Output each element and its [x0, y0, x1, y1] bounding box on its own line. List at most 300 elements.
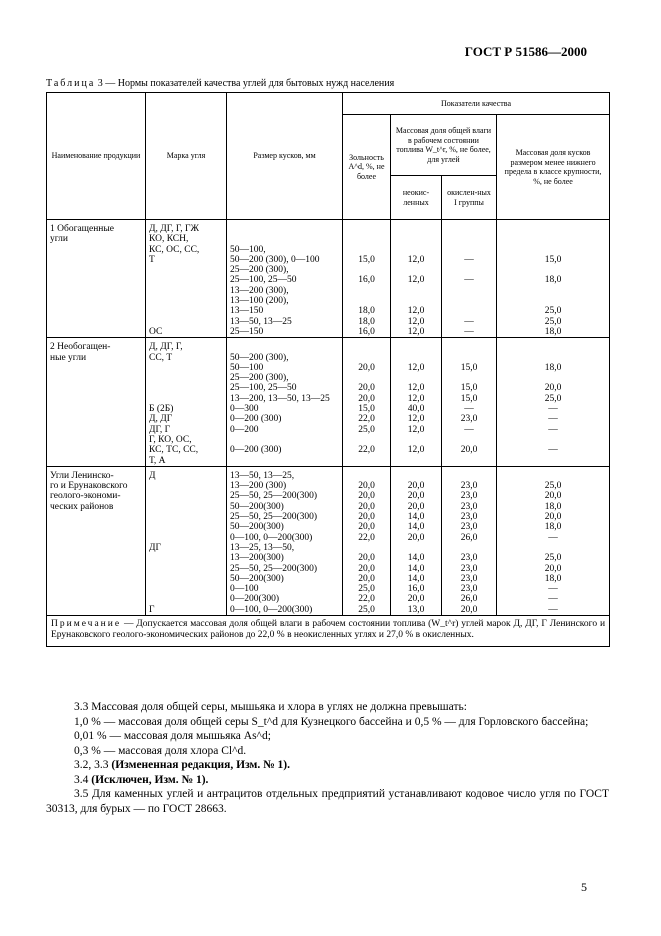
ash-cell: 15,0: [343, 255, 391, 265]
moisture-nonoxidized-cell: [391, 353, 442, 363]
grade-cell: ДГ, Г: [146, 425, 227, 435]
fines-cell: [497, 342, 610, 352]
fines-cell: 25,0: [497, 394, 610, 404]
paragraph-sulfur: 1,0 % — массовая доля общей серы S_t^d для Кузнецкого бассейна и 0,5 % — для Горловского бассейна;: [74, 715, 589, 728]
ash-cell: [343, 245, 391, 255]
table-row: [47, 543, 610, 553]
product-cell: [47, 296, 146, 306]
moisture-nonoxidized-cell: [391, 224, 442, 234]
table-row: [47, 502, 610, 512]
header-nonoxidized: неокис-ленных: [391, 176, 442, 220]
moisture-oxidized-cell: [442, 265, 497, 275]
size-cell: 0—200(300): [227, 594, 343, 604]
fines-cell: —: [497, 533, 610, 543]
fines-cell: —: [497, 445, 610, 455]
size-cell: 13—200, 13—50, 13—25: [227, 394, 343, 404]
moisture-nonoxidized-cell: 12,0: [391, 425, 442, 435]
paragraph-amendment-3-4: [46, 773, 609, 788]
size-cell: 13—200 (300): [227, 481, 343, 491]
ash-cell: [343, 265, 391, 275]
grade-cell: [146, 584, 227, 594]
ash-cell: [343, 296, 391, 306]
ash-cell: 20,0: [343, 522, 391, 532]
size-cell: [227, 456, 343, 467]
fines-cell: [497, 471, 610, 481]
size-cell: 0—300: [227, 404, 343, 414]
product-cell: 2 Необогащен-: [47, 342, 146, 352]
table-row: [47, 425, 610, 435]
ash-cell: 25,0: [343, 425, 391, 435]
size-cell: 0—200 (300): [227, 414, 343, 424]
grade-cell: [146, 275, 227, 285]
product-cell: [47, 564, 146, 574]
size-cell: 25—200 (300),: [227, 265, 343, 275]
table-row: [47, 471, 610, 481]
product-cell: [47, 594, 146, 604]
ash-cell: 20,0: [343, 553, 391, 563]
grade-cell: [146, 481, 227, 491]
moisture-nonoxidized-cell: 20,0: [391, 533, 442, 543]
size-cell: 0—100: [227, 584, 343, 594]
moisture-nonoxidized-cell: [391, 456, 442, 467]
table-row: [47, 605, 610, 616]
moisture-oxidized-cell: [442, 224, 497, 234]
size-cell: 50—200(300): [227, 502, 343, 512]
moisture-oxidized-cell: 23,0: [442, 522, 497, 532]
ash-cell: [343, 234, 391, 244]
moisture-oxidized-cell: 23,0: [442, 574, 497, 584]
moisture-oxidized-cell: [442, 471, 497, 481]
product-cell: [47, 435, 146, 445]
product-cell: [47, 255, 146, 265]
ash-cell: 18,0: [343, 317, 391, 327]
product-cell: [47, 553, 146, 563]
moisture-oxidized-cell: 15,0: [442, 363, 497, 373]
moisture-oxidized-cell: [442, 543, 497, 553]
size-cell: 25—50, 25—200(300): [227, 512, 343, 522]
moisture-oxidized-cell: [442, 234, 497, 244]
fines-cell: 20,0: [497, 564, 610, 574]
fines-cell: 25,0: [497, 306, 610, 316]
header-size: Размер кусков, мм: [227, 93, 343, 220]
fines-cell: [497, 373, 610, 383]
product-cell: [47, 306, 146, 316]
product-cell: 1 Обогащенные: [47, 224, 146, 234]
table-row: [47, 522, 610, 532]
moisture-nonoxidized-cell: 16,0: [391, 584, 442, 594]
size-cell: 25—200 (300),: [227, 373, 343, 383]
size-cell: 50—100,: [227, 245, 343, 255]
table-row: [47, 594, 610, 604]
table-row: [47, 533, 610, 543]
table-group: [47, 466, 610, 615]
moisture-nonoxidized-cell: 12,0: [391, 414, 442, 424]
moisture-oxidized-cell: 15,0: [442, 394, 497, 404]
ash-cell: 22,0: [343, 533, 391, 543]
header-grade: Марка угля: [146, 93, 227, 220]
table-row: [47, 224, 610, 234]
product-cell: [47, 286, 146, 296]
product-cell: [47, 317, 146, 327]
ash-cell: [343, 373, 391, 383]
moisture-nonoxidized-cell: 12,0: [391, 317, 442, 327]
size-cell: 50—200(300): [227, 574, 343, 584]
ash-cell: 16,0: [343, 275, 391, 285]
moisture-oxidized-cell: 26,0: [442, 594, 497, 604]
table-row: [47, 363, 610, 373]
moisture-oxidized-cell: —: [442, 327, 497, 338]
header-moisture: Массовая доля общей влаги в рабочем состоянии топлива W_t^r, %, не более, для углей: [391, 115, 497, 176]
ash-cell: [343, 286, 391, 296]
ash-cell: 20,0: [343, 502, 391, 512]
table-row: [47, 394, 610, 404]
moisture-oxidized-cell: —: [442, 425, 497, 435]
grade-cell: Б (2Б): [146, 404, 227, 414]
ash-cell: 25,0: [343, 605, 391, 616]
table-row: [47, 584, 610, 594]
moisture-oxidized-cell: —: [442, 404, 497, 414]
product-cell: ческих районов: [47, 502, 146, 512]
moisture-oxidized-cell: [442, 296, 497, 306]
table-row: [47, 481, 610, 491]
ash-cell: 20,0: [343, 564, 391, 574]
fines-cell: [497, 286, 610, 296]
ash-cell: [343, 456, 391, 467]
table-row: [47, 574, 610, 584]
table-note: [47, 615, 610, 646]
fines-cell: [497, 296, 610, 306]
fines-cell: —: [497, 425, 610, 435]
product-cell: [47, 445, 146, 455]
moisture-nonoxidized-cell: [391, 435, 442, 445]
grade-cell: [146, 533, 227, 543]
size-cell: 13—25, 13—50,: [227, 543, 343, 553]
moisture-oxidized-cell: 26,0: [442, 533, 497, 543]
size-cell: [227, 234, 343, 244]
excluded-text: (Исключен, Изм. № 1).: [91, 773, 209, 786]
paragraph-3-5: 3.5 Для каменных углей и антрацитов отдельных предприятий устанавливают кодовое число угля по ГОСТ 30313, для бурых — по ГОСТ 28663.: [46, 788, 609, 815]
moisture-oxidized-cell: [442, 353, 497, 363]
moisture-oxidized-cell: [442, 435, 497, 445]
paragraph-chlorine: 0,3 % — массовая доля хлора Cl^d.: [74, 744, 247, 757]
ash-cell: [343, 471, 391, 481]
fines-cell: 15,0: [497, 255, 610, 265]
size-cell: 25—150: [227, 327, 343, 338]
ash-cell: 15,0: [343, 404, 391, 414]
grade-cell: [146, 373, 227, 383]
moisture-nonoxidized-cell: 20,0: [391, 502, 442, 512]
grade-cell: Д, ДГ, Г,: [146, 342, 227, 352]
size-cell: 0—200: [227, 425, 343, 435]
product-cell: Угли Ленинско-: [47, 471, 146, 481]
fines-cell: —: [497, 594, 610, 604]
table-row: [47, 353, 610, 363]
moisture-nonoxidized-cell: 12,0: [391, 275, 442, 285]
grade-cell: [146, 502, 227, 512]
fines-cell: [497, 224, 610, 234]
moisture-nonoxidized-cell: 14,0: [391, 574, 442, 584]
table-row: [47, 373, 610, 383]
table-row: [47, 296, 610, 306]
fines-cell: 20,0: [497, 383, 610, 393]
header-oxidized: окислен-ных I группы: [442, 176, 497, 220]
table-row: [47, 445, 610, 455]
moisture-nonoxidized-cell: 20,0: [391, 481, 442, 491]
table-row: [47, 342, 610, 352]
product-cell: [47, 574, 146, 584]
ash-cell: [343, 543, 391, 553]
moisture-nonoxidized-cell: 13,0: [391, 605, 442, 616]
moisture-nonoxidized-cell: 12,0: [391, 327, 442, 338]
moisture-oxidized-cell: 23,0: [442, 564, 497, 574]
size-cell: 13—200 (300),: [227, 286, 343, 296]
ash-cell: 25,0: [343, 584, 391, 594]
ash-cell: 22,0: [343, 594, 391, 604]
table-caption: [46, 78, 394, 89]
coal-quality-norms-table: [46, 92, 610, 647]
moisture-oxidized-cell: [442, 286, 497, 296]
moisture-nonoxidized-cell: 20,0: [391, 491, 442, 501]
moisture-oxidized-cell: [442, 373, 497, 383]
size-cell: [227, 224, 343, 234]
size-cell: 25—50, 25—200(300): [227, 491, 343, 501]
paragraph-arsenic: 0,01 % — массовая доля мышьяка As^d;: [74, 730, 271, 742]
moisture-nonoxidized-cell: 12,0: [391, 363, 442, 373]
product-cell: [47, 363, 146, 373]
header-product: Наименование продукции: [47, 93, 146, 220]
fines-cell: 18,0: [497, 522, 610, 532]
moisture-oxidized-cell: —: [442, 255, 497, 265]
size-cell: 25—100, 25—50: [227, 275, 343, 285]
product-cell: [47, 383, 146, 393]
moisture-nonoxidized-cell: 12,0: [391, 383, 442, 393]
product-cell: [47, 543, 146, 553]
grade-cell: [146, 296, 227, 306]
table-row: [47, 512, 610, 522]
product-cell: [47, 265, 146, 275]
product-cell: го и Ерунаковского: [47, 481, 146, 491]
product-cell: [47, 584, 146, 594]
size-cell: 0—200 (300): [227, 445, 343, 455]
ash-cell: [343, 353, 391, 363]
fines-cell: 25,0: [497, 317, 610, 327]
moisture-nonoxidized-cell: 14,0: [391, 512, 442, 522]
grade-cell: КС, ТС, СС,: [146, 445, 227, 455]
grade-cell: [146, 512, 227, 522]
size-cell: 13—50, 13—25: [227, 317, 343, 327]
table-row: [47, 564, 610, 574]
ash-cell: 16,0: [343, 327, 391, 338]
paragraph-3-3: 3.3 Массовая доля общей серы, мышьяка и хлора в углях не должна превышать:: [74, 701, 467, 713]
moisture-nonoxidized-cell: 40,0: [391, 404, 442, 414]
product-cell: [47, 245, 146, 255]
moisture-nonoxidized-cell: [391, 296, 442, 306]
ash-cell: 20,0: [343, 491, 391, 501]
product-cell: [47, 404, 146, 414]
moisture-oxidized-cell: [442, 306, 497, 316]
table-row: [47, 491, 610, 501]
product-cell: [47, 522, 146, 532]
ash-cell: 18,0: [343, 306, 391, 316]
fines-cell: 20,0: [497, 512, 610, 522]
fines-cell: —: [497, 605, 610, 616]
ash-cell: 20,0: [343, 383, 391, 393]
grade-cell: Т, А: [146, 456, 227, 467]
grade-cell: ДГ: [146, 543, 227, 553]
moisture-oxidized-cell: —: [442, 317, 497, 327]
table-row: [47, 327, 610, 338]
size-cell: 50—200(300): [227, 522, 343, 532]
size-cell: 13—150: [227, 306, 343, 316]
moisture-oxidized-cell: 20,0: [442, 445, 497, 455]
fines-cell: [497, 543, 610, 553]
fines-cell: —: [497, 414, 610, 424]
table-row: [47, 383, 610, 393]
moisture-oxidized-cell: 23,0: [442, 491, 497, 501]
paragraph-amendment-3-2-3-3: [46, 758, 609, 773]
product-cell: [47, 512, 146, 522]
amendment-ref: 3.2, 3.3: [74, 759, 112, 771]
size-cell: 13—200(300): [227, 553, 343, 563]
table-row: [47, 275, 610, 285]
product-cell: [47, 327, 146, 338]
note-label: Примечание: [51, 618, 122, 629]
moisture-nonoxidized-cell: 14,0: [391, 564, 442, 574]
product-cell: [47, 394, 146, 404]
grade-cell: [146, 491, 227, 501]
fines-cell: 25,0: [497, 481, 610, 491]
size-cell: 13—100 (200),: [227, 296, 343, 306]
size-cell: 25—50, 25—200(300): [227, 564, 343, 574]
product-cell: ные угли: [47, 353, 146, 363]
moisture-nonoxidized-cell: [391, 245, 442, 255]
grade-cell: [146, 594, 227, 604]
table-row: [47, 435, 610, 445]
product-cell: [47, 425, 146, 435]
moisture-oxidized-cell: [442, 456, 497, 467]
table-caption-text: 3 — Нормы показателей качества углей для бытовых нужд населения: [97, 78, 395, 89]
excluded-ref: 3.4: [74, 773, 92, 786]
grade-cell: [146, 317, 227, 327]
product-cell: угли: [47, 234, 146, 244]
grade-cell: Д: [146, 471, 227, 481]
product-cell: [47, 373, 146, 383]
fines-cell: [497, 456, 610, 467]
document-standard-number: ГОСТ Р 51586—2000: [464, 44, 587, 59]
table-row: [47, 317, 610, 327]
moisture-nonoxidized-cell: [391, 342, 442, 352]
moisture-nonoxidized-cell: [391, 373, 442, 383]
ash-cell: [343, 342, 391, 352]
moisture-oxidized-cell: —: [442, 275, 497, 285]
product-cell: [47, 533, 146, 543]
fines-cell: 18,0: [497, 275, 610, 285]
fines-cell: —: [497, 584, 610, 594]
size-cell: 50—200 (300), 0—100: [227, 255, 343, 265]
body-text: [46, 700, 609, 816]
fines-cell: 25,0: [497, 553, 610, 563]
ash-cell: [343, 224, 391, 234]
ash-cell: [343, 435, 391, 445]
size-cell: 13—50, 13—25,: [227, 471, 343, 481]
moisture-nonoxidized-cell: 14,0: [391, 553, 442, 563]
grade-cell: СС, Т: [146, 353, 227, 363]
grade-cell: [146, 383, 227, 393]
product-cell: [47, 605, 146, 616]
moisture-oxidized-cell: 23,0: [442, 502, 497, 512]
moisture-oxidized-cell: 23,0: [442, 512, 497, 522]
fines-cell: [497, 245, 610, 255]
moisture-oxidized-cell: 15,0: [442, 383, 497, 393]
table-row: [47, 404, 610, 414]
fines-cell: 18,0: [497, 327, 610, 338]
moisture-oxidized-cell: 23,0: [442, 481, 497, 491]
moisture-nonoxidized-cell: 14,0: [391, 522, 442, 532]
grade-cell: [146, 564, 227, 574]
ash-cell: 20,0: [343, 363, 391, 373]
fines-cell: [497, 265, 610, 275]
moisture-oxidized-cell: [442, 245, 497, 255]
ash-cell: 20,0: [343, 574, 391, 584]
grade-cell: Д, ДГ, Г, ГЖ: [146, 224, 227, 234]
grade-cell: Г, КО, ОС,: [146, 435, 227, 445]
fines-cell: [497, 234, 610, 244]
size-cell: [227, 435, 343, 445]
grade-cell: [146, 363, 227, 373]
table-row: [47, 553, 610, 563]
grade-cell: [146, 265, 227, 275]
product-cell: [47, 414, 146, 424]
ash-cell: 20,0: [343, 512, 391, 522]
grade-cell: [146, 306, 227, 316]
grade-cell: [146, 286, 227, 296]
fines-cell: [497, 435, 610, 445]
ash-cell: 22,0: [343, 414, 391, 424]
header-ash: Зольность A^d, %, не более: [343, 115, 391, 220]
size-cell: 50—100: [227, 363, 343, 373]
table-row: [47, 456, 610, 467]
moisture-nonoxidized-cell: 12,0: [391, 394, 442, 404]
moisture-oxidized-cell: 23,0: [442, 553, 497, 563]
grade-cell: Т: [146, 255, 227, 265]
fines-cell: 18,0: [497, 574, 610, 584]
size-cell: 50—200 (300),: [227, 353, 343, 363]
product-cell: геолого-экономи-: [47, 491, 146, 501]
product-cell: [47, 275, 146, 285]
moisture-nonoxidized-cell: [391, 286, 442, 296]
fines-cell: 18,0: [497, 363, 610, 373]
grade-cell: ОС: [146, 327, 227, 338]
product-cell: [47, 456, 146, 467]
table-row: [47, 286, 610, 296]
table-row: [47, 265, 610, 275]
table-row: [47, 306, 610, 316]
size-cell: [227, 342, 343, 352]
fines-cell: —: [497, 404, 610, 414]
size-cell: 25—100, 25—50: [227, 383, 343, 393]
ash-cell: 22,0: [343, 445, 391, 455]
grade-cell: КО, КСН,: [146, 234, 227, 244]
moisture-oxidized-cell: [442, 342, 497, 352]
table-row: [47, 234, 610, 244]
header-quality: Показатели качества: [343, 93, 610, 115]
amendment-text: (Измененная редакция, Изм. № 1).: [111, 759, 291, 771]
grade-cell: [146, 522, 227, 532]
moisture-nonoxidized-cell: 12,0: [391, 255, 442, 265]
table-row: [47, 245, 610, 255]
grade-cell: КС, ОС, СС,: [146, 245, 227, 255]
table-caption-label: Таблица: [46, 78, 96, 89]
